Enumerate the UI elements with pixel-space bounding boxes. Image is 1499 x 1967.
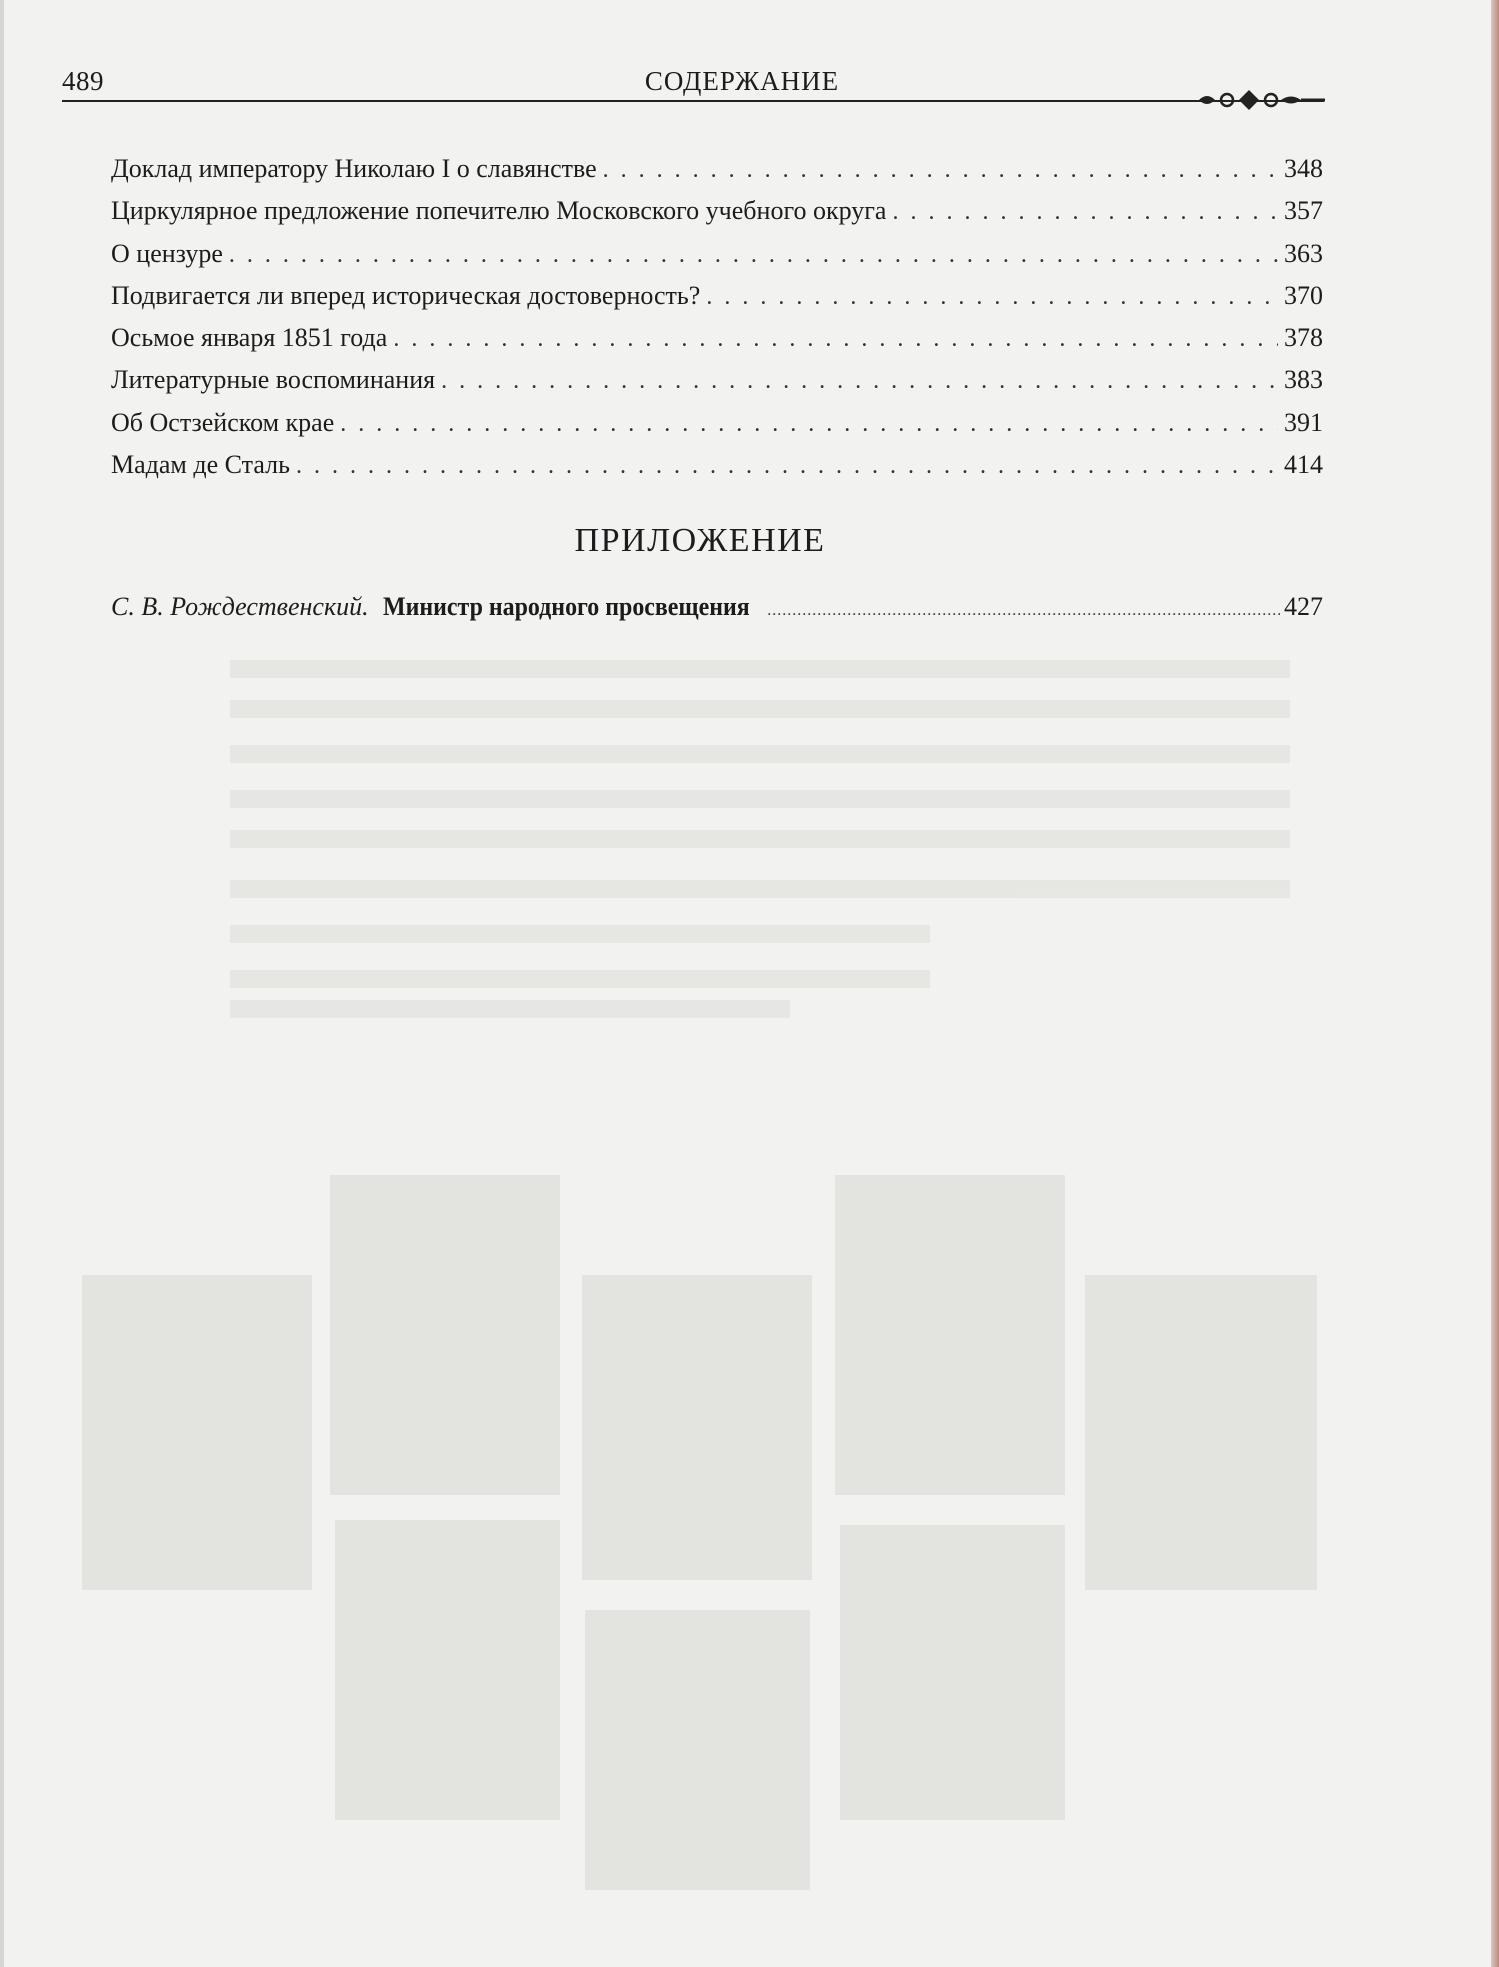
toc-entry: [111, 444, 1323, 486]
running-header: [62, 62, 1324, 102]
toc-entry-title: О цензуре: [111, 238, 223, 268]
toc-entry: [111, 190, 1323, 232]
toc-leader-dots: [296, 445, 1278, 487]
toc-leader-dots: [706, 276, 1278, 318]
toc-entry-title: Циркулярное предложение попечителю Московского учебного округа: [111, 196, 887, 226]
toc-entry: [111, 402, 1323, 444]
appendix-heading: ПРИЛОЖЕНИЕ: [574, 522, 826, 559]
toc-entry-title: Мадам де Сталь: [111, 450, 290, 480]
toc-entry-page: 348: [1284, 154, 1323, 183]
toc-leader-dots: [441, 360, 1278, 402]
toc-entry: [111, 148, 1323, 190]
toc-entry-page: 363: [1284, 238, 1323, 268]
toc-entry: [111, 317, 1323, 359]
toc-leader-dots: [229, 234, 1278, 276]
toc-leader-dots: [340, 403, 1278, 445]
running-head-title: СОДЕРЖАНИЕ: [644, 66, 840, 96]
toc-entry-page: 391: [1284, 407, 1323, 437]
toc-leader-dots: [892, 191, 1278, 233]
appendix-entry: [111, 587, 1323, 631]
toc-entry-title: Об Остзейском крае: [111, 407, 335, 437]
toc-entry-title: Доклад императору Николаю I о славянстве: [111, 154, 597, 183]
toc-entry-title: Осьмое января 1851 года: [111, 323, 388, 353]
appendix-title: Министр народного просвещения: [382, 592, 750, 621]
toc-leader-dots: [603, 149, 1278, 191]
appendix-page: 427: [1284, 592, 1323, 621]
toc-entry-title: Литературные воспоминания: [111, 365, 436, 395]
toc-entry: [111, 359, 1323, 401]
toc-entry: [111, 275, 1323, 317]
toc-entry-title: Подвигается ли вперед историческая достоверность?: [111, 280, 701, 310]
toc-entry-page: 383: [1284, 365, 1323, 395]
page-number: 489: [62, 66, 104, 96]
header-ornament-icon: [1197, 84, 1327, 112]
table-of-contents: [111, 148, 1323, 486]
toc-entry-page: 370: [1284, 280, 1323, 310]
toc-entry-page: 414: [1284, 450, 1323, 480]
toc-entry-page: 357: [1284, 196, 1323, 226]
toc-entry: [111, 233, 1323, 275]
toc-leader-dots: [393, 318, 1278, 360]
appendix-author: С. В. Рождественский.: [111, 592, 369, 621]
toc-leader-dots: [767, 591, 1280, 631]
header-rule: [62, 100, 1324, 102]
toc-entry-page: 378: [1284, 323, 1323, 353]
